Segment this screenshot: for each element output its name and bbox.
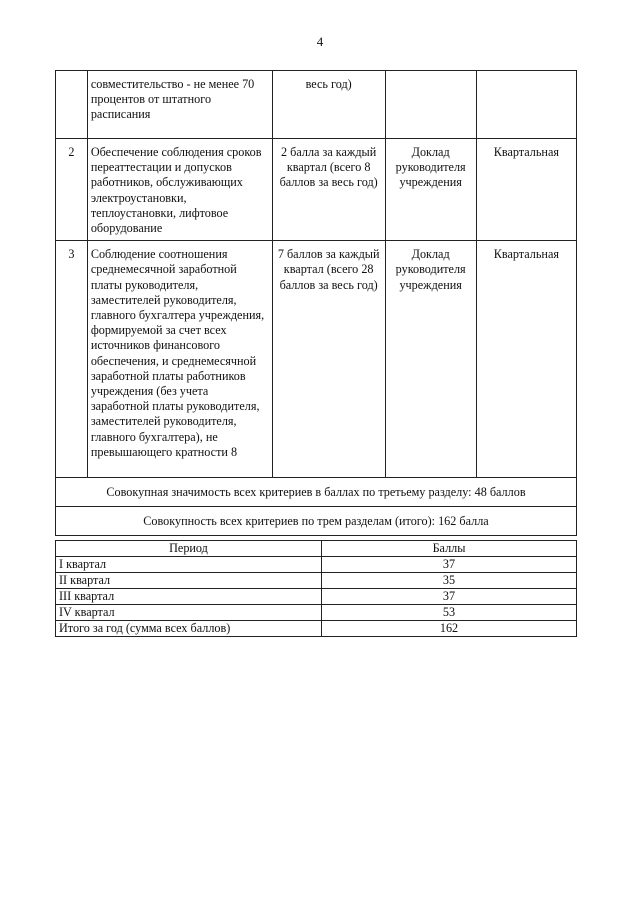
row-number	[56, 71, 88, 139]
section-total: Совокупная значимость всех критериев в баллах по третьему разделу: 48 баллов	[56, 478, 577, 507]
reporting-form	[385, 71, 476, 139]
reporting-form: Доклад руководителя учреждения	[385, 139, 476, 241]
criterion-score: весь год)	[272, 71, 385, 139]
reporting-periodicity	[476, 71, 576, 139]
period-cell: I квартал	[56, 557, 322, 573]
points-cell: 53	[322, 605, 577, 621]
period-cell: IV квартал	[56, 605, 322, 621]
reporting-periodicity: Квартальная	[476, 241, 576, 478]
period-header: Период	[56, 541, 322, 557]
criterion-description: Обеспечение соблюдения сроков переаттестации и допусков работников, обслуживающих электроустановки, теплоустановки, лифтовое оборудование	[87, 139, 272, 241]
points-header: Баллы	[322, 541, 577, 557]
row-number: 3	[56, 241, 88, 478]
points-cell: 162	[322, 621, 577, 637]
reporting-periodicity: Квартальная	[476, 139, 576, 241]
criterion-description: Соблюдение соотношения среднемесячной заработной платы руководителя, заместителей руководителя, главного бухгалтера учреждения, формируемой за счет всех источников финансового обеспечения, и среднемесячной заработной платы работников учреждения (без учета заработной платы руководителя, заместителей руководителя, главного бухгалтера), не превышающего кратности 8	[87, 241, 272, 478]
section-total-row	[56, 478, 577, 507]
period-cell: II квартал	[56, 573, 322, 589]
period-cell: Итого за год (сумма всех баллов)	[56, 621, 322, 637]
points-cell: 35	[322, 573, 577, 589]
table-row	[56, 589, 577, 605]
criterion-score: 7 баллов за каждый квартал (всего 28 баллов за весь год)	[272, 241, 385, 478]
periods-header-row	[56, 541, 577, 557]
table-row	[56, 621, 577, 637]
table-row	[56, 573, 577, 589]
points-cell: 37	[322, 557, 577, 573]
periods-table	[55, 540, 577, 637]
criteria-table	[55, 70, 577, 536]
reporting-form: Доклад руководителя учреждения	[385, 241, 476, 478]
row-number: 2	[56, 139, 88, 241]
period-cell: III квартал	[56, 589, 322, 605]
page-number: 4	[316, 34, 324, 49]
table-row	[56, 139, 577, 241]
table-row	[56, 71, 577, 139]
criterion-score: 2 балла за каждый квартал (всего 8 баллов за весь год)	[272, 139, 385, 241]
points-cell: 37	[322, 589, 577, 605]
table-row	[56, 557, 577, 573]
table-row	[56, 241, 577, 478]
criterion-description: совместительство - не менее 70 процентов от штатного расписания	[87, 71, 272, 139]
table-row	[56, 605, 577, 621]
grand-total: Совокупность всех критериев по трем разделам (итого): 162 балла	[56, 507, 577, 536]
grand-total-row	[56, 507, 577, 536]
